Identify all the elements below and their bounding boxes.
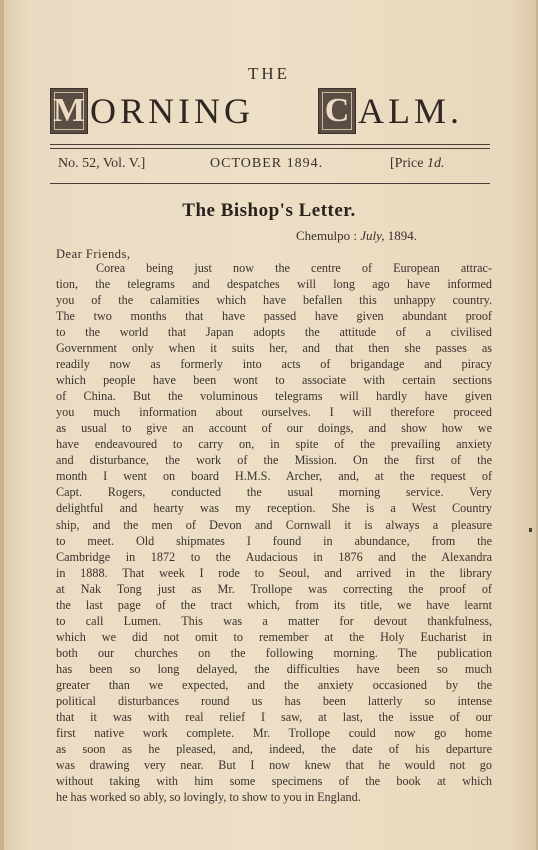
body-line: Corea being just now the centre of European attrac- xyxy=(96,261,492,275)
body-line: greater than we expected, and the anxiety occasioned by the xyxy=(56,677,492,692)
body-line: Government only when it suits her, and that then she passes as xyxy=(56,341,492,356)
body-line: have endeavoured to carry on, in spite of the prevailing anxiety xyxy=(56,437,492,452)
body-line: both our churches on the following morning. The publication xyxy=(56,645,492,660)
page-left-edge xyxy=(0,0,4,850)
body-line: and disturbance, the work of the Mission. On the first of the xyxy=(56,453,492,468)
issue-number: No. 52, Vol. V.] xyxy=(58,156,146,171)
body-line: month I went on board H.M.S. Archer, and, at the request of xyxy=(56,469,492,484)
article-title: The Bishop's Letter. xyxy=(182,200,356,221)
article-dateline xyxy=(296,228,496,244)
body-line: Cambridge in 1872 to the Audacious in 1876 and the Alexandra xyxy=(56,549,492,564)
masthead-the: THE xyxy=(247,64,291,83)
body-line: readily now as formerly into acts of brigandage and piracy xyxy=(56,357,492,372)
body-line: ship, and the men of Devon and Cornwall it is always a pleasure xyxy=(56,517,492,532)
body-line: of China. But the voluminous telegrams will hardly have given xyxy=(56,389,492,404)
issue-rule-bottom xyxy=(50,183,490,184)
body-line: was drawing very near. But I now knew that he would not go xyxy=(56,757,492,772)
body-line: which people have been wont to associate with certain sections xyxy=(56,373,492,388)
body-line: he has worked so ably, so lovingly, to show to you in England. xyxy=(56,790,361,805)
body-line: in 1888. That week I rode to Seoul, and arrived in the library xyxy=(56,565,492,580)
masthead-word-calm: ALM. xyxy=(358,91,463,131)
body-line: political disturbances round us has been latterly so intense xyxy=(56,693,492,708)
body-line: you much information about ourselves. I will therefore proceed xyxy=(56,405,492,420)
body-line: first native work complete. Mr. Trollope could now go home xyxy=(56,725,492,740)
dateline-year: 1894. xyxy=(387,228,417,243)
body-line: that it was with real relief I saw, at last, the issue of our xyxy=(56,709,492,724)
body-line: which we did not omit to remember at the Holy Eucharist in xyxy=(56,629,492,644)
body-line: the last page of the tract which, from its title, we have learnt xyxy=(56,597,492,612)
body-line: to meet. Old shipmates I found in abundance, from the xyxy=(56,533,492,548)
ornamental-initial-c: C xyxy=(318,88,356,134)
body-line: tion, the telegrams and despatches will long ago have informed xyxy=(56,277,492,292)
body-line: you of the calamities which have befallen this unhappy country. xyxy=(56,293,492,308)
letter-salutation: Dear Friends, xyxy=(56,247,131,261)
issue-price xyxy=(390,156,444,172)
masthead-rule-top xyxy=(50,144,490,145)
body-line: has been so long delayed, the difficulties have been so much xyxy=(56,661,492,676)
body-line: as usual to give an account of our doings, and show how we xyxy=(56,421,492,436)
dateline-place: Chemulpo : xyxy=(296,228,358,243)
masthead-title xyxy=(50,86,490,138)
body-line: without taking with him some specimens of the book at which xyxy=(56,774,492,788)
masthead-word-morning: ORNING xyxy=(90,91,254,131)
body-line: to call Lumen. This was a matter for devout thankfulness, xyxy=(56,613,492,628)
masthead-rule-double xyxy=(50,148,490,149)
issue-info-line xyxy=(58,156,488,176)
body-line: Capt. Rogers, conducted the usual morning service. Very xyxy=(56,485,492,500)
body-line: delightful and hearty was my reception. She is a West Country xyxy=(56,501,492,516)
body-line: The two months that have passed have given abundant proof xyxy=(56,309,492,324)
ornamental-initial-m: M xyxy=(50,88,88,134)
paper-speck xyxy=(529,528,532,532)
body-line: as soon as he pleased, and, indeed, the date of his departure xyxy=(56,741,492,756)
issue-date: OCTOBER 1894. xyxy=(210,156,324,171)
price-value: 1d. xyxy=(426,156,445,171)
body-line: at Nak Tong just as Mr. Trollope was correcting the proof of xyxy=(56,581,492,596)
body-line: to the world that Japan adopts the attitude of a civilised xyxy=(56,325,492,340)
price-label: [Price xyxy=(390,156,427,171)
dateline-month: July, xyxy=(360,228,385,243)
article-body xyxy=(56,260,492,805)
